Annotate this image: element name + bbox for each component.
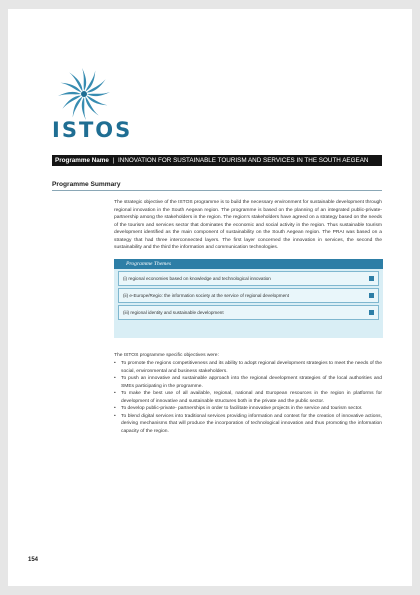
themes-heading: Programme Themes [114, 259, 383, 269]
page-number: 154 [28, 557, 39, 563]
starburst-icon [54, 64, 114, 124]
objective-item: • To blend digital services into traditional services providing information and context for the creation of innovative actions, deriving mechanisms that will produce the incorporation of technological innovation and thus promoting the information capacity of the region. [114, 413, 382, 436]
objectives-intro: The ISTOS programme specific objectives were: [114, 353, 219, 358]
objective-item: • To push an innovative and sustainable approach into the regional development strategies of the local authorities and SMEs participating in the programme. [114, 375, 382, 390]
summary-heading: Programme Summary [52, 181, 121, 188]
logo-wordmark: ISTOS [52, 118, 133, 142]
square-bullet-icon [369, 276, 374, 281]
programme-name-label: Programme Name [55, 157, 109, 164]
programme-themes-box [114, 259, 383, 338]
objectives-section [114, 352, 382, 436]
theme-item-text: (i) regional economies based on knowledge and technological innovation [123, 276, 271, 281]
objective-item: • To develop public-private- partnerships in order to facilitate innovative projects in the service and tourism sector. [114, 405, 382, 413]
programme-title: INNOVATION FOR SUSTAINABLE TOURISM AND SERVICES IN THE SOUTH AEGEAN [118, 157, 369, 164]
objective-item: • To promote the regions competitiveness and its ability to adopt regional development strategies to meet the needs of the social, environmental and business stakeholders. [114, 360, 382, 375]
theme-item-text: (iii) regional identity and sustainable development [123, 310, 224, 315]
summary-body: The strategic objective of the ISTOS programme is to build the necessary environment for sustainable development through regional innovation in the South Aegean region. The programme is based on the planning of an integrated public-private-partnership among the stakeholders in the region. The region's stakeholders have agreed on a strategy based on the needs of the tourism and services sector that dominates the economic and social activity in the region. Thus sustainable tourism development identified as the main component of sustainability on the South Aegean region. The PRAI was based on a strategy that had three interconnected layers. The first layer concerned the innovation in services, the second the sustainability and the third the information and communication technologies. [114, 200, 382, 251]
objective-item: • To make the best use of all available, regional, national and European resources in the region in platforms for development of innovative and sustainable structures both in the private and the public sector. [114, 390, 382, 405]
theme-item-text: (ii) e-Europe/Regio: the information society at the service of regional development [123, 293, 289, 298]
theme-item [118, 305, 379, 320]
square-bullet-icon [369, 293, 374, 298]
section-divider [52, 190, 382, 191]
programme-separator: | [112, 157, 115, 164]
programme-name-bar [52, 155, 382, 166]
objectives-list [114, 360, 382, 435]
theme-item [118, 271, 379, 286]
square-bullet-icon [369, 310, 374, 315]
theme-item [118, 288, 379, 303]
